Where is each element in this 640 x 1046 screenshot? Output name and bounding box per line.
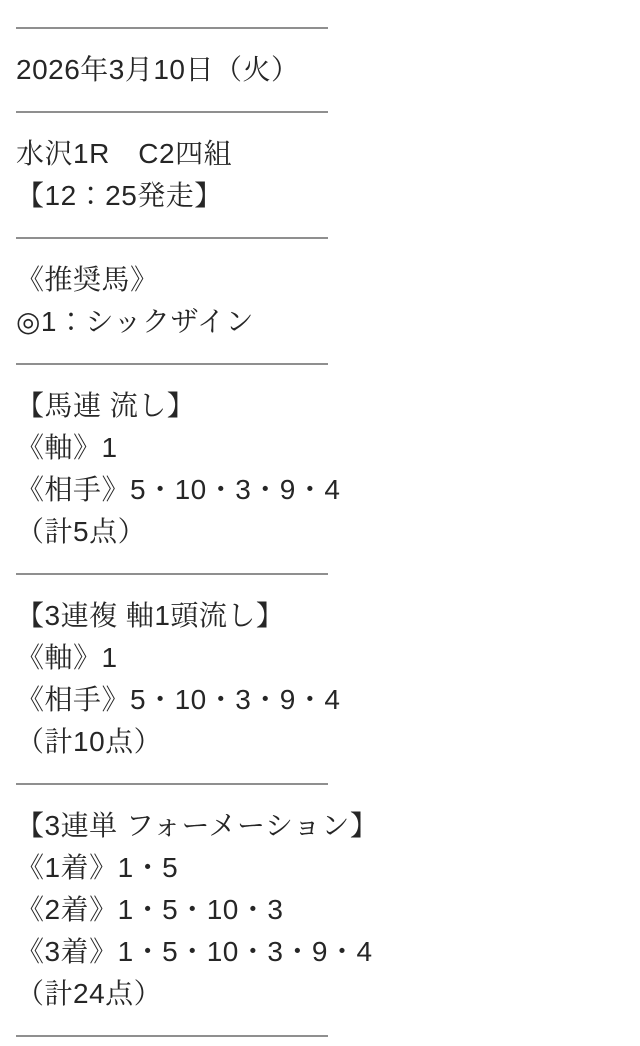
recommended-horse-section [16, 259, 640, 343]
section-divider [16, 27, 328, 29]
bet-section-umaren [16, 385, 640, 553]
section-divider [16, 237, 328, 239]
bet-axis: 《軸》1 [16, 642, 118, 673]
bet-total: （計5点） [16, 516, 147, 547]
bet-section-sanrentan [16, 805, 640, 1015]
recommended-heading: 《推奨馬》 [16, 264, 159, 295]
bet-second-place: 《2着》1・5・10・3 [16, 894, 284, 925]
bet-first-place: 《1着》1・5 [16, 852, 179, 883]
bet-title: 【3連単 フォーメーション】 [16, 810, 379, 841]
bet-partners: 《相手》5・10・3・9・4 [16, 474, 341, 505]
bet-total: （計10点） [16, 726, 163, 757]
date-line: 2026年3月10日（火） [16, 54, 300, 85]
section-divider [16, 363, 328, 365]
section-divider [16, 111, 328, 113]
race-info-section [16, 133, 640, 217]
bet-partners: 《相手》5・10・3・9・4 [16, 684, 341, 715]
bet-title: 【3連複 軸1頭流し】 [16, 600, 285, 631]
bet-section-sanrenpuku [16, 595, 640, 763]
bet-axis: 《軸》1 [16, 432, 118, 463]
race-name: 水沢1R C2四組 [16, 138, 233, 169]
bet-total: （計24点） [16, 978, 163, 1009]
race-start-time: 【12：25発走】 [16, 180, 223, 211]
section-divider [16, 573, 328, 575]
recommended-pick: ◎1：シックザイン [16, 306, 254, 337]
bet-title: 【馬連 流し】 [16, 390, 196, 421]
bet-third-place: 《3着》1・5・10・3・9・4 [16, 936, 373, 967]
date-section [16, 49, 640, 91]
section-divider [16, 783, 328, 785]
section-divider [16, 1035, 328, 1037]
